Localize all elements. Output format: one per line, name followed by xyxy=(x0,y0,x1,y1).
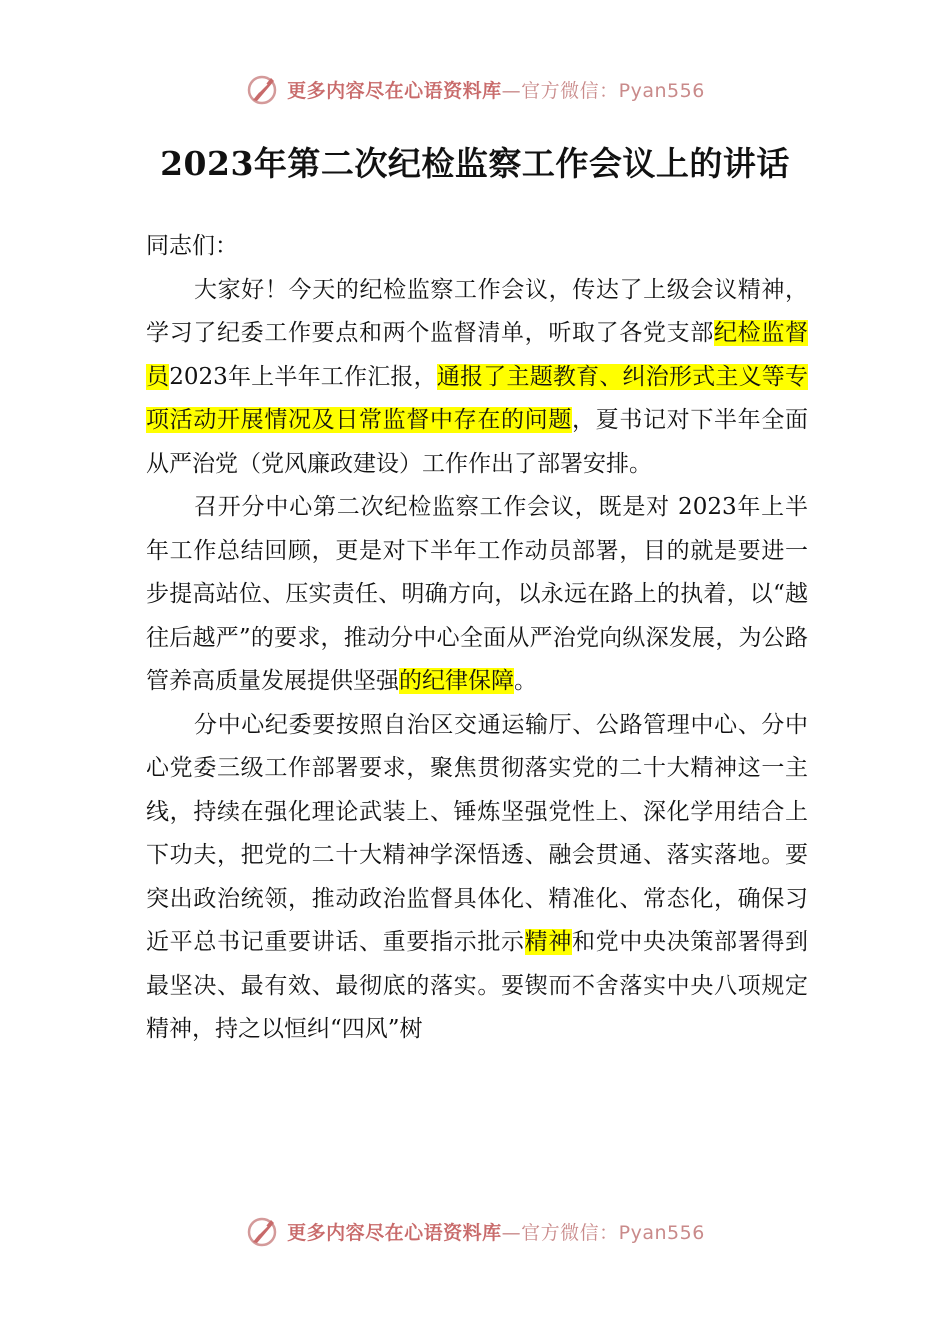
watermark-brand: 更多内容尽在心语资料库 xyxy=(287,79,502,102)
p2-text-a: 召开分中心第二次纪检监察工作会议，既是对 2023年上半年工作总结回顾，更是对下半年工作动员部署，目的就是要进一步提高站位、压实责任、明确方向，以永远在路上的执着，以“越往后越严”的要求，推动分中心全面从严治党向纵深发展，为公路管养高质量发展提供坚强 xyxy=(146,494,808,694)
p3-text-a: 分中心纪委要按照自治区交通运输厅、公路管理中心、分中心党委三级工作部署要求，聚焦贯彻落实党的二十大精神这一主线，持续在强化理论武装上、锤炼坚强党性上、深化学用结合上下功夫，把党的二十大精神学深悟透、融会贯通、落实落地。要突出政治统领，推动政治监督具体化、精准化、常态化，确保习近平总书记重要讲话、重要指示批示 xyxy=(146,711,808,955)
p3-highlight: 精神 xyxy=(524,929,573,955)
footer-watermark xyxy=(0,1214,950,1248)
p2-highlight: 的纪律保障 xyxy=(399,668,514,694)
paragraph-3 xyxy=(146,704,808,1052)
p1-highlight-a: 纪检监督员 xyxy=(146,320,809,390)
p1-text-a: 大家好！今天的纪检监察工作会议，传达了上级会议精神，学习了纪委工作要点和两个监督清单，听取了各党支部 xyxy=(146,276,808,346)
document-body xyxy=(146,225,808,1052)
paragraph-2 xyxy=(146,486,808,704)
p1-text-c: ，夏书记对下半年全面从严治党（党风廉政建设）工作作出了部署安排。 xyxy=(146,407,809,477)
watermark-rest: —官方微信：Pyan556 xyxy=(501,1221,705,1244)
salutation: 同志们： xyxy=(146,233,238,259)
p3-text-b: 和党中央决策部署得到最坚决、最有效、最彻底的落实。要锲而不舍落实中央八项规定精神，持之以恒纠“四风”树 xyxy=(146,929,809,1042)
document-title: 2023年第二次纪检监察工作会议上的讲话 xyxy=(160,144,790,183)
quill-circle-logo-icon xyxy=(245,72,279,106)
header-watermark xyxy=(0,72,950,106)
p1-text-b: 2023年上半年工作汇报， xyxy=(169,363,437,390)
watermark-brand: 更多内容尽在心语资料库 xyxy=(287,1221,502,1244)
paragraph-1 xyxy=(146,269,808,487)
watermark-rest: —官方微信：Pyan556 xyxy=(501,79,705,102)
quill-circle-logo-icon xyxy=(245,1214,279,1248)
p1-highlight-b: 通报了主题教育、纠治形式主义等专项活动开展情况及日常监督中存在的问题 xyxy=(146,363,809,433)
p2-text-b: 。 xyxy=(514,668,537,694)
